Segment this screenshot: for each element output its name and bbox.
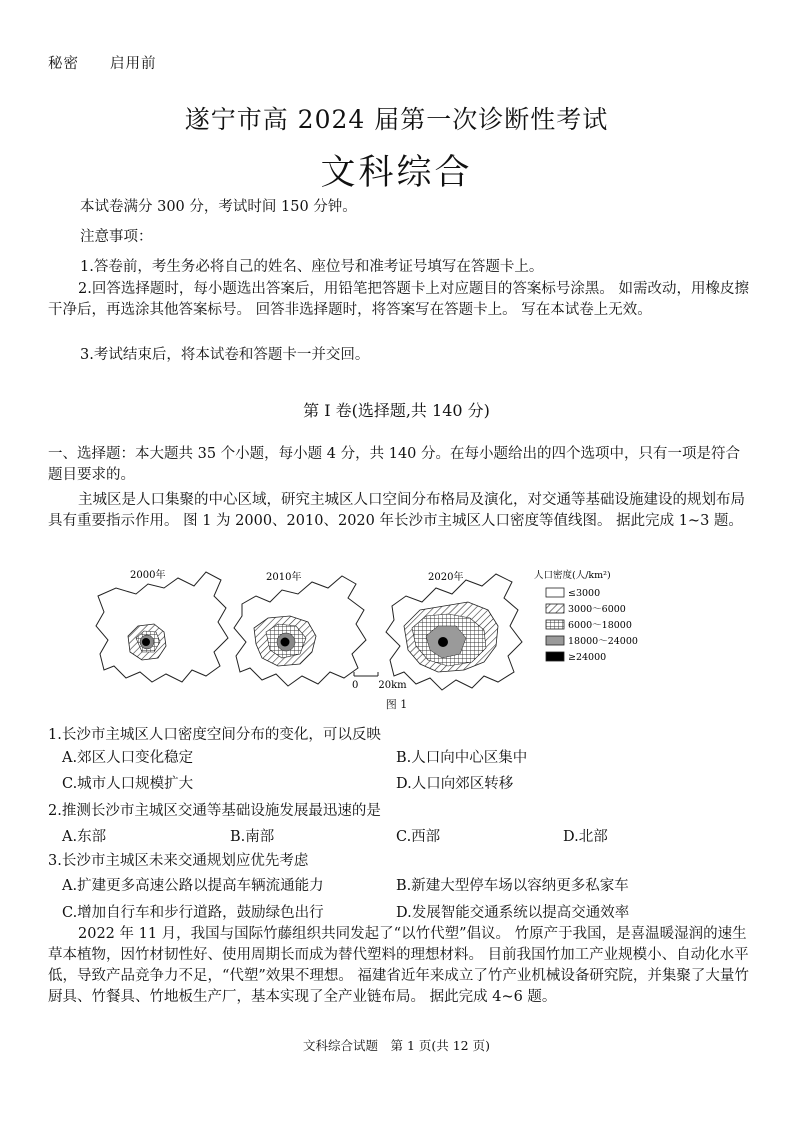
question-1-option-c: C.城市人口规模扩大: [62, 776, 194, 792]
note-2: 2.回答选择题时，每小题选出答案后，用铅笔把答题卡上对应题目的答案标号涂黑。 如需改动，用橡皮擦干净后，再选涂其他答案标号。 回答非选择题时，将答案写在答题卡上。 写在本试卷上无效。: [48, 281, 749, 318]
question-2-stem: 2.推测长沙市主城区交通等基础设施发展最迅速的是: [48, 803, 381, 819]
scale-label: 0 20km: [352, 680, 407, 691]
svg-text:6000～18000: 6000～18000: [568, 620, 632, 631]
section-title: 第 I 卷(选择题,共 140 分): [303, 401, 490, 420]
svg-text:≤3000: ≤3000: [568, 588, 601, 599]
question-3-option-b: B.新建大型停车场以容纳更多私家车: [396, 878, 629, 894]
section-instructions: 一、选择题：本大题共 35 个小题，每小题 4 分，共 140 分。在每小题给出的四个选项中，只有一项是符合题目要求的。: [48, 446, 741, 483]
figure-1: [86, 566, 686, 710]
map-label-2000: 2000年: [130, 570, 166, 581]
map-label-2010: 2010年: [266, 572, 302, 583]
density-maps: [86, 566, 686, 710]
legend-title: 人口密度(人/km²): [534, 570, 611, 581]
intro-line: 本试卷满分 300 分，考试时间 150 分钟。: [80, 199, 357, 215]
scale-bar: [352, 672, 407, 691]
question-3-option-d: D.发展智能交通系统以提高交通效率: [396, 905, 630, 921]
confidential-label: 秘密 启用前: [48, 56, 157, 72]
passage-1: 主城区是人口集聚的中心区域，研究主城区人口空间分布格局及演化，对交通等基础设施建设的规划布局具有重要指示作用。 图 1 为 2000、2010、2020 年长沙市主城区人口密度等值线图。 据此完成 1~3 题。: [48, 492, 745, 529]
legend-item-2: [546, 604, 626, 615]
question-2-option-c: C.西部: [396, 829, 441, 845]
question-3-option-a: A.扩建更多高速公路以提高车辆流通能力: [62, 878, 324, 894]
passage-2: 2022 年 11 月，我国与国际竹藤组织共同发起了“以竹代塑”倡议。 竹原产于我国，是喜温暖湿润的速生草本植物，因竹材韧性好、使用周期长而成为替代塑料的理想材料。 目前我国竹加工产业规模小、自动化水平低，导致产品竞争力不足，“代塑”效果不理想。 福建省近年来成立了竹产业机械设备研究院，并集聚了大量竹厨具、竹餐具、竹地板生产厂，基本实现了全产业链布局。 据此完成 4~6 题。: [48, 926, 749, 1005]
svg-text:18000～24000: 18000～24000: [568, 636, 638, 647]
note-1: 1.答卷前，考生务必将自己的姓名、座位号和准考证号填写在答题卡上。: [80, 259, 544, 275]
legend-item-3: [546, 620, 632, 631]
figure-caption: 图 1: [385, 698, 408, 711]
svg-text:≥24000: ≥24000: [568, 652, 607, 663]
question-1-option-a: A.郊区人口变化稳定: [62, 750, 194, 766]
legend-item-5: [546, 652, 606, 663]
page-footer: 文科综合试题 第 1 页(共 12 页): [302, 1038, 490, 1053]
note-3: 3.考试结束后，将本试卷和答题卡一并交回。: [80, 347, 370, 363]
legend-item-4: [546, 636, 638, 647]
map-2020: [386, 570, 522, 690]
map-label-2020: 2020年: [428, 572, 464, 583]
subject-title: 文科综合: [320, 153, 473, 193]
legend-item-1: [546, 588, 600, 599]
question-2-option-b: B.南部: [230, 829, 275, 845]
question-3-option-c: C.增加自行车和步行道路，鼓励绿色出行: [62, 905, 324, 921]
map-2000: [96, 568, 228, 682]
question-3-stem: 3.长沙市主城区未来交通规划应优先考虑: [48, 853, 309, 869]
map-2010: [234, 570, 366, 686]
svg-text:3000～6000: 3000～6000: [568, 604, 626, 615]
question-2-option-d: D.北部: [563, 829, 608, 845]
exam-title: 遂宁市高 2024 届第一次诊断性考试: [184, 105, 609, 134]
question-1-option-b: B.人口向中心区集中: [396, 750, 528, 766]
notes-label: 注意事项：: [80, 229, 153, 245]
question-1-stem: 1.长沙市主城区人口密度空间分布的变化，可以反映: [48, 727, 381, 743]
question-1-option-d: D.人口向郊区转移: [396, 776, 514, 792]
question-2-option-a: A.东部: [62, 829, 107, 845]
legend: [534, 569, 638, 663]
